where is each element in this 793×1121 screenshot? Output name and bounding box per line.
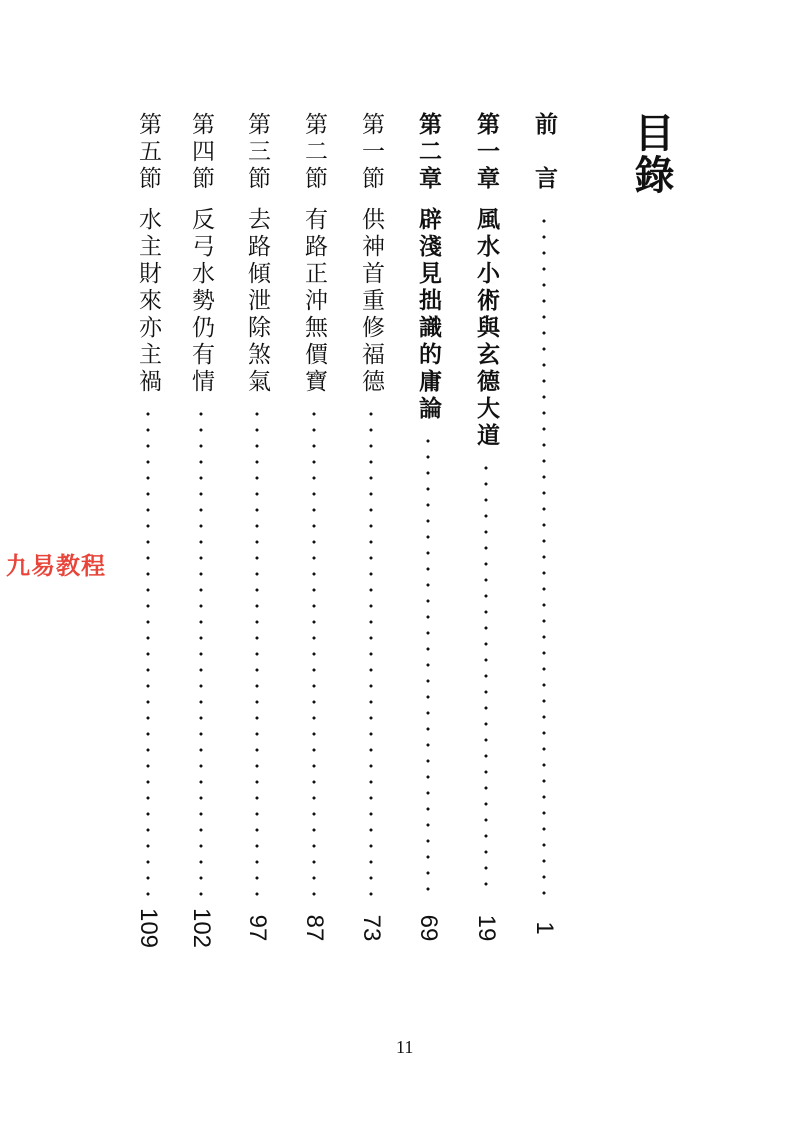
toc-entry-chapter-2[interactable]: [410, 112, 446, 952]
dot-leader: [312, 406, 316, 896]
entry-label: 第三節: [244, 112, 270, 193]
entry-heading: 反弓水勢仍有情: [188, 207, 214, 396]
entry-label: 前 言: [531, 112, 558, 193]
entry-label: 第一節: [358, 112, 384, 193]
entry-page-number: 19: [473, 914, 500, 942]
entry-page-number: 97: [244, 914, 271, 942]
page-title: 目錄: [628, 112, 675, 196]
entry-heading: 辟淺見拙識的庸論: [415, 207, 442, 423]
entry-heading: 供神首重修福德: [358, 207, 384, 396]
toc-entry-section-4[interactable]: [183, 112, 219, 952]
toc-entry-section-5[interactable]: [130, 112, 166, 952]
dot-leader: [484, 460, 488, 896]
entry-label: 第二章: [415, 112, 442, 193]
entry-page-number: 109: [135, 907, 162, 949]
dot-leader: [199, 406, 203, 896]
entry-label: 第一章: [473, 112, 500, 193]
toc-entry-section-3[interactable]: [239, 112, 275, 952]
dot-leader: [369, 406, 373, 896]
entry-heading: 有路正沖無價寶: [301, 207, 327, 396]
entry-page-number: 87: [301, 914, 328, 942]
entry-label: 第四節: [188, 112, 214, 193]
entry-heading: 風水小術與玄德大道: [473, 207, 500, 450]
entry-page-number: 69: [415, 914, 442, 942]
watermark-text: 九易教程: [6, 552, 106, 580]
dot-leader: [146, 406, 150, 896]
dot-leader: [426, 433, 430, 896]
toc-entry-section-1[interactable]: [353, 112, 389, 952]
dot-leader: [255, 406, 259, 896]
entry-page-number: 73: [358, 914, 385, 942]
toc-entry-preface[interactable]: [526, 112, 562, 952]
entry-page-number: 1: [531, 921, 558, 935]
dot-leader: [542, 213, 546, 896]
entry-page-number: 102: [188, 907, 215, 949]
entry-heading: 水主財來亦主禍: [135, 207, 161, 396]
toc-entry-chapter-1[interactable]: [468, 112, 504, 952]
entry-label: 第五節: [135, 112, 161, 193]
table-of-contents: [0, 112, 793, 962]
entry-heading: 去路傾泄除煞氣: [244, 207, 270, 396]
footer-page-number: 11: [396, 1037, 414, 1057]
toc-entry-section-2[interactable]: [296, 112, 332, 952]
entry-label: 第二節: [301, 112, 327, 193]
